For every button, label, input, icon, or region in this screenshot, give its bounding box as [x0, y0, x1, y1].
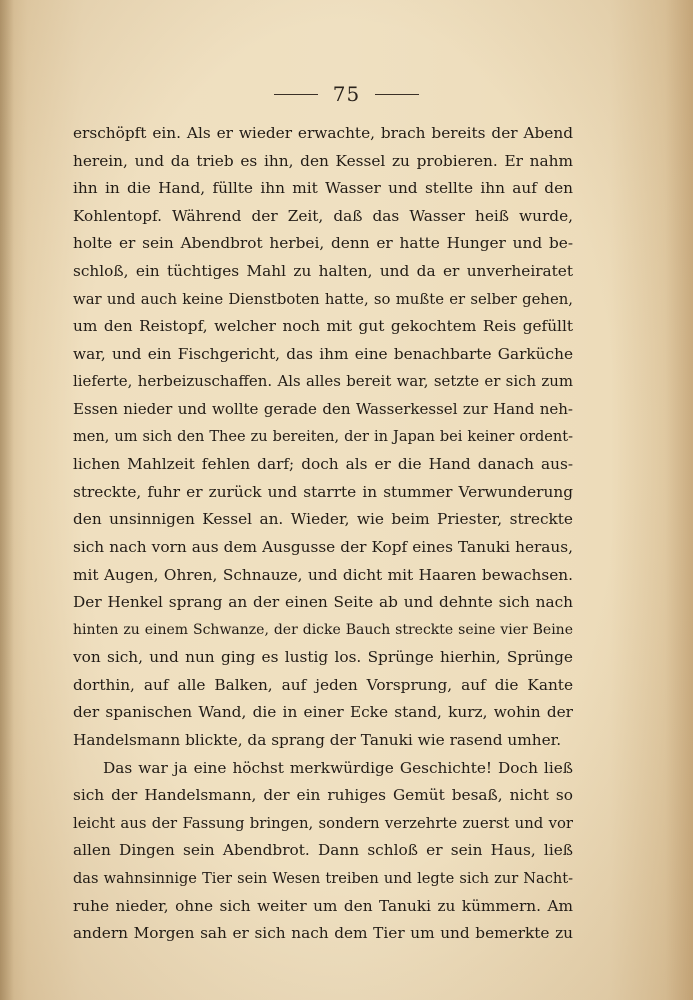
body-text	[73, 120, 573, 948]
text-line: andern Morgen sah er sich nach dem Tier um und bemerkte zu	[73, 924, 573, 943]
text-line: men, um sich den Thee zu bereiten, der in Japan bei keiner ordent-	[73, 428, 573, 445]
header-rule-left	[274, 94, 318, 95]
text-line: Essen nieder und wollte gerade den Wasserkessel zur Hand neh-	[73, 399, 573, 418]
text-line: Der Henkel sprang an der einen Seite ab und dehnte sich nach	[73, 593, 573, 612]
text-line: um den Reistopf, welcher noch mit gut gekochtem Reis gefüllt	[73, 317, 573, 336]
page-number: 75	[332, 82, 361, 106]
text-line: leicht aus der Fassung bringen, sondern verzehrte zuerst und vor	[73, 813, 573, 832]
page-header	[0, 82, 693, 106]
text-line: sich der Handelsmann, der ein ruhiges Gemüt besaß, nicht so	[73, 786, 573, 805]
text-line: ihn in die Hand, füllte ihn mit Wasser und stellte ihn auf den	[73, 179, 573, 198]
page-spine-shadow	[0, 0, 14, 1000]
text-line: Kohlentopf. Während der Zeit, daß das Wasser heiß wurde,	[73, 206, 573, 225]
text-line: allen Dingen sein Abendbrot. Dann schloß er sein Haus, ließ	[73, 841, 573, 860]
paragraph-start-line: Das war ja eine höchst merkwürdige Geschichte! Doch ließ	[103, 758, 573, 777]
text-line: war und auch keine Dienstboten hatte, so mußte er selber gehen,	[73, 290, 573, 308]
header-rule-right	[375, 94, 419, 95]
text-line: sich nach vorn aus dem Ausgusse der Kopf eines Tanuki heraus,	[73, 537, 573, 556]
text-line: ruhe nieder, ohne sich weiter um den Tanuki zu kümmern. Am	[73, 896, 573, 915]
text-line: herein, und da trieb es ihn, den Kessel zu probieren. Er nahm	[73, 151, 573, 170]
text-line: den unsinnigen Kessel an. Wieder, wie beim Priester, streckte	[73, 510, 573, 529]
text-line: lichen Mahlzeit fehlen darf; doch als er die Hand danach aus-	[73, 455, 573, 474]
text-line: hinten zu einem Schwanze, der dicke Bauch streckte seine vier Beine	[73, 621, 573, 638]
text-line: von sich, und nun ging es lustig los. Sprünge hierhin, Sprünge	[73, 648, 573, 667]
text-line: war, und ein Fischgericht, das ihm eine benachbarte Garküche	[73, 344, 573, 363]
text-line: das wahnsinnige Tier sein Wesen treiben und legte sich zur Nacht-	[73, 870, 573, 888]
text-line: der spanischen Wand, die in einer Ecke stand, kurz, wohin der	[73, 703, 573, 722]
text-line: erschöpft ein. Als er wieder erwachte, brach bereits der Abend	[73, 124, 573, 142]
text-line: dorthin, auf alle Balken, auf jeden Vorsprung, auf die Kante	[73, 675, 573, 694]
text-line: schloß, ein tüchtiges Mahl zu halten, und da er unverheiratet	[73, 261, 573, 280]
text-line: holte er sein Abendbrot herbei, denn er hatte Hunger und be-	[73, 234, 573, 253]
text-line: mit Augen, Ohren, Schnauze, und dicht mit Haaren bewachsen.	[73, 565, 573, 584]
text-line: streckte, fuhr er zurück und starrte in stummer Verwunderung	[73, 482, 573, 501]
text-line: lieferte, herbeizuschaffen. Als alles bereit war, setzte er sich zum	[73, 372, 573, 391]
paragraph-end-line: Handelsmann blickte, da sprang der Tanuki wie rasend umher.	[73, 731, 562, 750]
